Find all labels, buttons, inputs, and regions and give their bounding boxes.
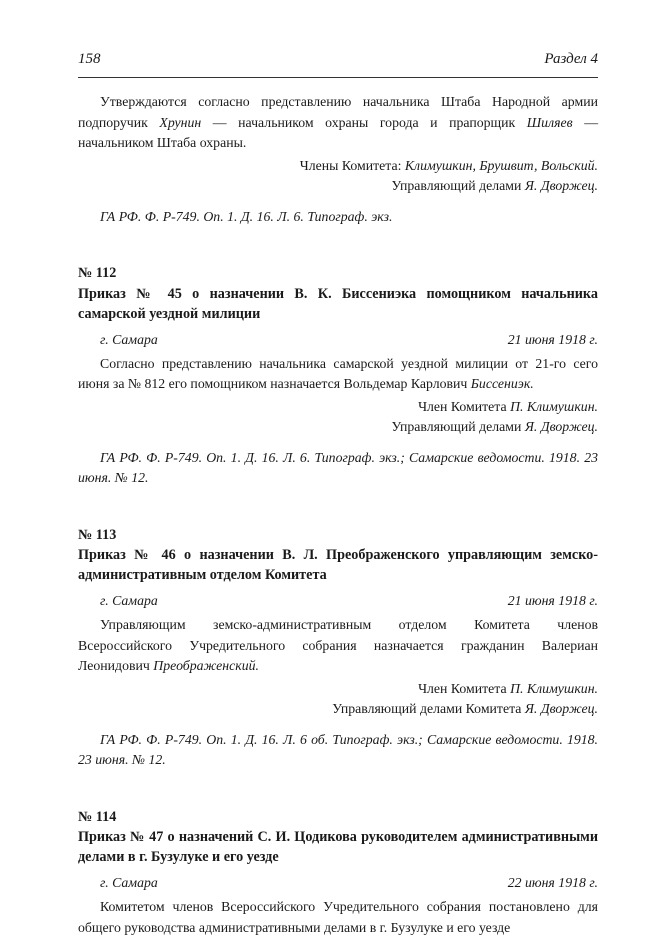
document-body: Согласно представлению начальника самарской уездной милиции от 21-го сего июня за № 812 его помощником назначается Вольдемар Карлович Биссениэк. [78, 355, 598, 391]
place-date-line [78, 591, 598, 611]
document-place: г. Самара [100, 331, 158, 347]
archive-source: ГА РФ. Ф. Р-749. Оп. 1. Д. 16. Л. 6. Типограф. экз. [100, 208, 393, 224]
section-title: Раздел 4 [544, 51, 598, 67]
place-date-line [78, 873, 598, 893]
signature-line: Член Комитета П. Климушкин. [418, 680, 598, 696]
document-number: № 112 [78, 265, 117, 281]
signature-line: Управляющий делами Я. Дворжец. [391, 419, 598, 434]
archive-source: ГА РФ. Ф. Р-749. Оп. 1. Д. 16. Л. 6. Типограф. экз.; Самарские ведомости. 1918. 23 июня. № 12. [78, 449, 598, 485]
signature-line: Управляющий делами Комитета Я. Дворжец. [332, 701, 598, 716]
page-content [78, 92, 598, 938]
signature-line: Члены Комитета: Климушкин, Брушвит, Вольский. [299, 157, 598, 173]
document-body: Комитетом членов Всероссийского Учредительного собрания постановлено для общего руководства административными делами в г. Бузулуке и его уезде [78, 899, 598, 935]
document-number: № 114 [78, 808, 117, 825]
header-rule [78, 77, 598, 78]
place-date-line [78, 330, 598, 350]
document-page [78, 0, 598, 934]
document-title: Приказ № 47 о назначений С. И. Цодикова руководителем административными делами в г. Бузулуке и его уезде [78, 829, 598, 865]
signature-line: Член Комитета П. Климушкин. [418, 398, 598, 414]
intro-paragraph: Утверждаются согласно представлению начальника Штаба Народной армии подпоручик Хрунин — начальником охраны города и прапорщик Шиляев — начальником Штаба охраны. [78, 94, 598, 150]
archive-source: ГА РФ. Ф. Р-749. Оп. 1. Д. 16. Л. 6 об. Типограф. экз.; Самарские ведомости. 1918. 23 июня. № 12. [78, 731, 598, 767]
document-body: Управляющим земско-административным отделом Комитета членов Всероссийского Учредительного собрания назначается гражданин Валериан Леонидович Преображенский. [78, 617, 598, 673]
document-number: № 113 [78, 526, 117, 543]
document-date: 21 июня 1918 г. [507, 593, 598, 608]
signature-line: Управляющий делами Я. Дворжец. [391, 178, 598, 193]
page-number: 158 [78, 51, 101, 67]
document-place: г. Самара [100, 875, 158, 890]
document-place: г. Самара [100, 593, 158, 608]
running-header [78, 51, 598, 73]
document-date: 21 июня 1918 г. [507, 331, 598, 347]
document-title: Приказ № 46 о назначении В. Л. Преображенского управляющим земско-административным отделом Комитета [78, 547, 598, 583]
document-title: Приказ № 45 о назначении В. К. Биссениэка помощником начальника самарской уездной милиции [78, 285, 598, 322]
document-date: 22 июня 1918 г. [507, 875, 598, 890]
